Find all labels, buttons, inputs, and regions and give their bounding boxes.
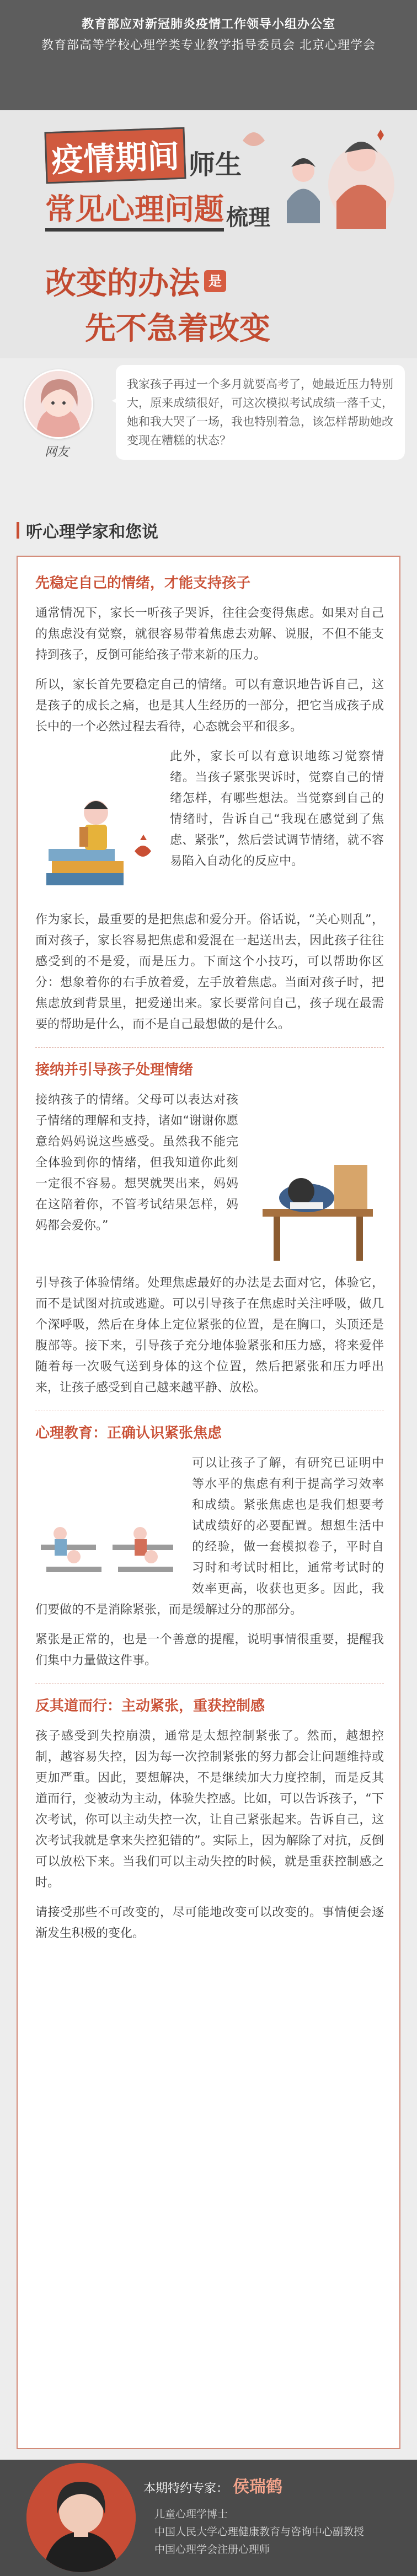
organization-banner — [0, 0, 417, 110]
student-stack-illustration — [35, 785, 162, 901]
section-heading — [17, 518, 158, 542]
title-line2-rest: 梳理 — [226, 205, 270, 230]
subtitle-line-1 — [45, 259, 376, 303]
block-2-illustrated-paragraph — [35, 1090, 384, 1264]
block-1-heading: 先稳定自己的情绪，才能支持孩子 — [35, 575, 251, 591]
content-card — [17, 556, 400, 2449]
expert-credential-3: 中国心理学会注册心理师 — [154, 2543, 270, 2556]
subtitle-1-text: 改变的办法 — [45, 266, 200, 302]
title-line-1 — [45, 130, 376, 181]
title-rest: 师生 — [189, 149, 242, 180]
crying-student-illustration — [246, 1143, 384, 1264]
block-4-paragraph: 孩子感受到失控崩溃，通常是太想控制紧张了。然而，越想控制，越容易失控，因为每一次控制紧张的努力都会让问题维持或更加严重。因此，要想解决，不是继续加大力度控制，而是反其道而行，变被动为主动，体验失控感。比如，可以告诉孩子，“下次考试，你可以主动失控一次，让自己紧张起来。告诉自己，这次考试我就是拿来失控犯错的”。实际上，因为解除了对抗，反倒可以放松下来。当我们可以主动失控的时候，就是重获控制感之时。 — [35, 1729, 384, 1890]
block-1-illustrated-paragraph — [35, 746, 384, 901]
block-3-illustrated-paragraph — [35, 1453, 384, 1621]
exam-classroom-illustration — [35, 1506, 184, 1589]
title-line-2 — [45, 186, 376, 232]
question-bubble: 我家孩子再过一个多月就要高考了，她最近压力特别大，原来成绩很好，可这次模拟考试成绩一落千丈，她和我大哭了一场，我也特别着急，该怎样帮助她改变现在糟糕的状态？ — [116, 365, 405, 460]
block-3-paragraph: 可以让孩子了解，有研究已证明中等水平的焦虑有利于提高学习效率和成绩。紧张焦虑也是我们想要考试成绩好的必要配置。想想生活中的经验，做一套模拟卷子，平时自习时和考试时相比，通常考试时的效率更高，收获也更多。因此，我们要做的不是消除紧张，而是缓解过分的那部分。 — [35, 1456, 384, 1617]
block-2-paragraph: 引导孩子体验情绪。处理焦虑最好的办法是去面对它，体验它，而不是试图对抗或逃避。可以引导孩子在焦虑时关注呼吸，做几个深呼吸，然后在身体上定位紧张的位置，是在胸口，头顶还是腹部等。接下来，引导孩子充分地体验紧张和压力感，将来爱伴随着每一次吸气送到身体的这个位置，然后把紧张和压力呼出来，让孩子感受到自己越来越平静、放松。 — [35, 1276, 384, 1395]
title-highlight: 疫情期间 — [44, 127, 186, 184]
divider — [35, 1047, 384, 1048]
expert-photo — [26, 2463, 136, 2572]
org-line-2: 教育部高等学校心理学类专业教学指导委员会 北京心理学会 — [41, 39, 376, 52]
section-title: 听心理学家和您说 — [26, 523, 158, 542]
block-1-paragraph: 此外，家长可以有意识地练习觉察情绪。当孩子紧张哭诉时，觉察自己的情绪怎样，有哪些想法。当觉察到自己的情绪时，告诉自己“我现在感觉到了焦虑、紧张”，然后尝试调节情绪，就不容易陷入自动化的反应中。 — [170, 750, 384, 868]
reader-question — [0, 358, 417, 504]
block-4-heading: 反其道而行：主动紧张，重获控制感 — [35, 1698, 265, 1714]
expert-credential-2: 中国人民大学心理健康教育与咨询中心副教授 — [154, 2526, 365, 2538]
content-body — [35, 572, 384, 1944]
subtitle-line-2: 先不急着改变 — [85, 311, 270, 347]
subtitle-badge: 是 — [204, 270, 226, 292]
avatar-girl-icon — [25, 371, 92, 437]
block-2-heading: 接纳并引导孩子处理情绪 — [35, 1062, 194, 1078]
expert-portrait-icon — [26, 2463, 136, 2572]
block-1-paragraph: 作为家长，最重要的是把焦虑和爱分开。俗话说，“关心则乱”，面对孩子，家长容易把焦虑和爱混在一起送出去，因此孩子往往感受到的不是爱，而是压力。下面这个小技巧，可以帮助你区分：想象着你的右手放着爱，左手放着焦虑。当面对孩子时，把焦虑放到背景里，把爱递出来。家长要常问自己，孩子现在最需要的帮助是什么，而不是自己最想做的是什么。 — [35, 913, 384, 1031]
expert-credential-1: 儿童心理学博士 — [154, 2508, 228, 2520]
block-3-heading: 心理教育：正确认识紧张焦虑 — [35, 1425, 222, 1442]
avatar-label: 网友 — [44, 445, 69, 459]
section-accent-bar — [17, 522, 19, 539]
expert-label: 本期特约专家： — [143, 2482, 229, 2496]
block-3-paragraph: 紧张是正常的，也是一个善意的提醒，说明事情很重要，提醒我们集中力量做这件事。 — [35, 1633, 384, 1668]
article-header — [0, 0, 417, 358]
block-2-paragraph: 接纳孩子的情绪。父母可以表达对孩子情绪的理解和支持，诸如“谢谢你愿意给妈妈说这些感受。虽然我不能完全体验到你的情绪，但我知道你此刻一定很不容易。想哭就哭出来，妈妈在这陪着你，不管考试结果怎样，妈妈都会爱你。” — [35, 1093, 238, 1233]
avatar — [24, 369, 93, 439]
title-line2-highlight: 常见心理问题 — [45, 186, 224, 232]
title-area — [45, 130, 376, 348]
expert-title-line — [143, 2473, 282, 2497]
block-1-paragraph: 通常情况下，家长一听孩子哭诉，往往会变得焦虑。如果对自己的焦虑没有觉察，就很容易带着焦虑去劝解、说服，不但不能支持到孩子，反倒可能给孩子带来新的压力。 — [35, 606, 384, 662]
org-line-1: 教育部应对新冠肺炎疫情工作领导小组办公室 — [81, 18, 335, 31]
expert-name: 侯瑞鹤 — [233, 2477, 283, 2497]
expert-footer — [0, 2460, 417, 2576]
block-1-paragraph: 所以，家长首先要稳定自己的情绪。可以有意识地告诉自己，这是孩子的成长之痛，也是其人生经历的一部分，把它当成孩子成长中的一个必然过程去看待，心态就会平和很多。 — [35, 678, 384, 734]
block-4-paragraph: 请接受那些不可改变的，尽可能地改变可以改变的。事情便会逐渐发生积极的变化。 — [35, 1906, 384, 1940]
